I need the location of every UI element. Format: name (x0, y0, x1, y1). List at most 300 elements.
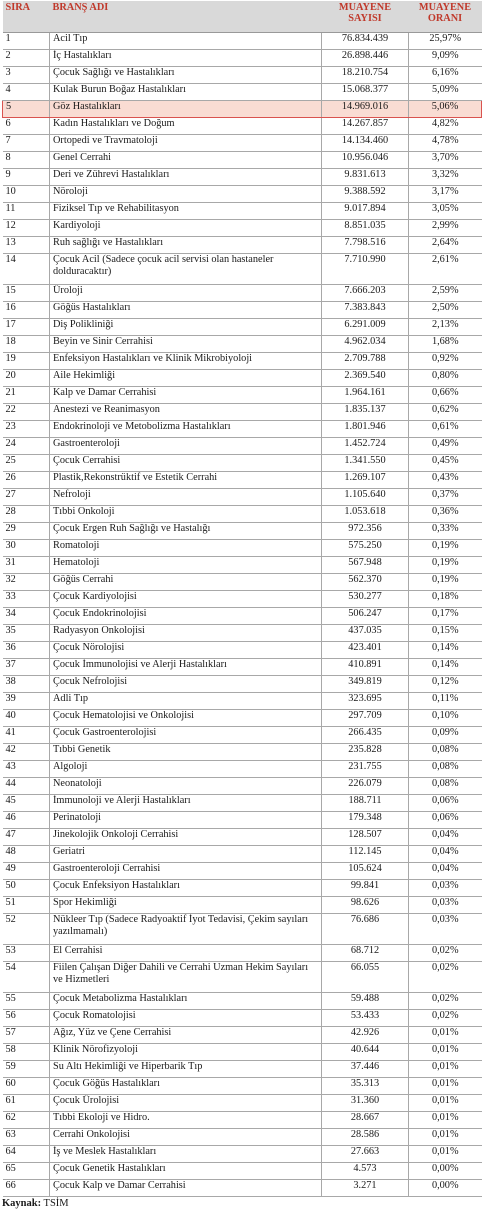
cell-sira: 31 (3, 557, 50, 574)
cell-brans: Çocuk Göğüs Hastalıkları (50, 1078, 322, 1095)
cell-sira: 62 (3, 1112, 50, 1129)
cell-sayi: 972.356 (322, 523, 409, 540)
table-row (3, 50, 482, 67)
table-row (3, 220, 482, 237)
cell-sayi: 37.446 (322, 1061, 409, 1078)
table-row (3, 744, 482, 761)
cell-sira: 25 (3, 455, 50, 472)
table-row (3, 1044, 482, 1061)
cell-sayi: 7.798.516 (322, 237, 409, 254)
cell-sayi: 76.686 (322, 914, 409, 945)
table-row (3, 676, 482, 693)
cell-sayi: 9.017.894 (322, 203, 409, 220)
table-row (3, 186, 482, 203)
cell-brans: Anestezi ve Reanimasyon (50, 404, 322, 421)
cell-sayi: 105.624 (322, 863, 409, 880)
cell-brans: Çocuk Kardiyolojisi (50, 591, 322, 608)
cell-sayi: 179.348 (322, 812, 409, 829)
cell-oran: 0,03% (409, 914, 482, 945)
cell-brans: Göz Hastalıkları (50, 101, 322, 118)
cell-sira: 30 (3, 540, 50, 557)
cell-oran: 0,49% (409, 438, 482, 455)
cell-oran: 2,59% (409, 285, 482, 302)
cell-brans: İç Hastalıkları (50, 50, 322, 67)
cell-brans: Kulak Burun Boğaz Hastalıkları (50, 84, 322, 101)
cell-oran: 2,64% (409, 237, 482, 254)
cell-oran: 3,70% (409, 152, 482, 169)
cell-brans: Geriatri (50, 846, 322, 863)
table-row (3, 84, 482, 101)
cell-sira: 33 (3, 591, 50, 608)
cell-brans: Gastroenteroloji Cerrahisi (50, 863, 322, 880)
cell-brans: Diş Polikliniği (50, 319, 322, 336)
cell-oran: 0,01% (409, 1044, 482, 1061)
cell-sayi: 323.695 (322, 693, 409, 710)
cell-sira: 46 (3, 812, 50, 829)
cell-oran: 3,17% (409, 186, 482, 203)
cell-brans: Adli Tıp (50, 693, 322, 710)
cell-oran: 0,01% (409, 1078, 482, 1095)
table-row (3, 118, 482, 135)
table-row (3, 1078, 482, 1095)
cell-sira: 47 (3, 829, 50, 846)
cell-oran: 0,33% (409, 523, 482, 540)
cell-sayi: 28.667 (322, 1112, 409, 1129)
cell-sayi: 7.710.990 (322, 254, 409, 285)
cell-oran: 0,08% (409, 761, 482, 778)
cell-sira: 14 (3, 254, 50, 285)
table-row (3, 557, 482, 574)
cell-brans: Gastroenteroloji (50, 438, 322, 455)
cell-oran: 0,01% (409, 1129, 482, 1146)
cell-sira: 63 (3, 1129, 50, 1146)
cell-sira: 2 (3, 50, 50, 67)
cell-sayi: 42.926 (322, 1027, 409, 1044)
cell-oran: 0,02% (409, 993, 482, 1010)
table-row (3, 404, 482, 421)
cell-sira: 27 (3, 489, 50, 506)
cell-sayi: 66.055 (322, 962, 409, 993)
cell-sira: 21 (3, 387, 50, 404)
table-row (3, 540, 482, 557)
cell-oran: 0,19% (409, 540, 482, 557)
cell-oran: 2,50% (409, 302, 482, 319)
cell-oran: 0,04% (409, 829, 482, 846)
table-row (3, 812, 482, 829)
table-row (3, 33, 482, 50)
cell-sira: 55 (3, 993, 50, 1010)
cell-oran: 0,11% (409, 693, 482, 710)
cell-sira: 36 (3, 642, 50, 659)
cell-sira: 54 (3, 962, 50, 993)
cell-oran: 0,01% (409, 1095, 482, 1112)
exam-stats-table (2, 1, 482, 1197)
cell-sayi: 4.573 (322, 1163, 409, 1180)
cell-brans: Üroloji (50, 285, 322, 302)
cell-sayi: 1.801.946 (322, 421, 409, 438)
cell-sayi: 4.962.034 (322, 336, 409, 353)
cell-brans: Plastik,Rekonstrüktif ve Estetik Cerrahi (50, 472, 322, 489)
cell-brans: Göğüs Hastalıkları (50, 302, 322, 319)
cell-brans: Çocuk Ürolojisi (50, 1095, 322, 1112)
cell-brans: Çocuk Ergen Ruh Sağlığı ve Hastalığı (50, 523, 322, 540)
cell-sayi: 40.644 (322, 1044, 409, 1061)
cell-sayi: 14.267.857 (322, 118, 409, 135)
table-row (3, 642, 482, 659)
cell-sayi: 14.969.016 (322, 101, 409, 118)
cell-brans: El Cerrahisi (50, 945, 322, 962)
cell-sayi: 2.369.540 (322, 370, 409, 387)
cell-sayi: 235.828 (322, 744, 409, 761)
table-row (3, 135, 482, 152)
cell-sira: 51 (3, 897, 50, 914)
table-row (3, 506, 482, 523)
cell-brans: Radyasyon Onkolojisi (50, 625, 322, 642)
table-row (3, 829, 482, 846)
cell-brans: Çocuk Hematolojisi ve Onkolojisi (50, 710, 322, 727)
table-row (3, 336, 482, 353)
cell-oran: 4,82% (409, 118, 482, 135)
cell-brans: Çocuk Sağlığı ve Hastalıkları (50, 67, 322, 84)
table-row (3, 608, 482, 625)
source-value: TSİM (43, 1198, 69, 1209)
source-label: Kaynak: (2, 1198, 42, 1209)
cell-sira: 3 (3, 67, 50, 84)
cell-oran: 0,02% (409, 945, 482, 962)
cell-sayi: 437.035 (322, 625, 409, 642)
cell-sira: 11 (3, 203, 50, 220)
table-row (3, 387, 482, 404)
cell-sayi: 68.712 (322, 945, 409, 962)
cell-sira: 65 (3, 1163, 50, 1180)
cell-sayi: 14.134.460 (322, 135, 409, 152)
cell-sira: 39 (3, 693, 50, 710)
cell-sira: 19 (3, 353, 50, 370)
cell-brans: Nöroloji (50, 186, 322, 203)
cell-sira: 44 (3, 778, 50, 795)
cell-oran: 0,08% (409, 778, 482, 795)
table-row (3, 1146, 482, 1163)
cell-oran: 0,15% (409, 625, 482, 642)
cell-sayi: 128.507 (322, 829, 409, 846)
table-row (3, 880, 482, 897)
cell-oran: 1,68% (409, 336, 482, 353)
cell-sayi: 7.666.203 (322, 285, 409, 302)
cell-brans: Su Altı Hekimliği ve Hiperbarik Tıp (50, 1061, 322, 1078)
table-row (3, 421, 482, 438)
cell-oran: 0,37% (409, 489, 482, 506)
cell-sira: 26 (3, 472, 50, 489)
cell-sayi: 423.401 (322, 642, 409, 659)
cell-brans: Nükleer Tıp (Sadece Radyoaktif İyot Tedavisi, Çekim sayıları yazılmamalı) (50, 914, 322, 945)
cell-oran: 0,18% (409, 591, 482, 608)
cell-oran: 9,09% (409, 50, 482, 67)
cell-brans: Romatoloji (50, 540, 322, 557)
cell-sira: 59 (3, 1061, 50, 1078)
cell-sira: 28 (3, 506, 50, 523)
cell-brans: Çocuk Cerrahisi (50, 455, 322, 472)
cell-brans: Ağız, Yüz ve Çene Cerrahisi (50, 1027, 322, 1044)
table-row (3, 659, 482, 676)
cell-sira: 49 (3, 863, 50, 880)
cell-sayi: 1.105.640 (322, 489, 409, 506)
table-row (3, 591, 482, 608)
cell-brans: Çocuk Endokrinolojisi (50, 608, 322, 625)
cell-brans: Çocuk Gastroenterolojisi (50, 727, 322, 744)
cell-sira: 4 (3, 84, 50, 101)
cell-oran: 3,05% (409, 203, 482, 220)
cell-sayi: 188.711 (322, 795, 409, 812)
cell-brans: Ruh sağlığı ve Hastalıkları (50, 237, 322, 254)
cell-oran: 0,04% (409, 863, 482, 880)
cell-sira: 61 (3, 1095, 50, 1112)
cell-brans: Çocuk Nörolojisi (50, 642, 322, 659)
table-row (3, 523, 482, 540)
cell-sayi: 35.313 (322, 1078, 409, 1095)
cell-sayi: 59.488 (322, 993, 409, 1010)
cell-sira: 7 (3, 135, 50, 152)
table-row (3, 169, 482, 186)
cell-oran: 0,92% (409, 353, 482, 370)
table-row (3, 489, 482, 506)
cell-brans: Çocuk İmmunolojisi ve Alerji Hastalıkları (50, 659, 322, 676)
table-row (3, 1112, 482, 1129)
cell-sayi: 18.210.754 (322, 67, 409, 84)
header-sayi: MUAYENE SAYISI (322, 1, 409, 33)
cell-sayi: 8.851.035 (322, 220, 409, 237)
table-row (3, 67, 482, 84)
cell-sayi: 7.383.843 (322, 302, 409, 319)
cell-brans: Kalp ve Damar Cerrahisi (50, 387, 322, 404)
cell-sira: 17 (3, 319, 50, 336)
cell-oran: 0,03% (409, 880, 482, 897)
cell-oran: 2,13% (409, 319, 482, 336)
cell-sira: 56 (3, 1010, 50, 1027)
cell-sayi: 1.964.161 (322, 387, 409, 404)
cell-brans: Algoloji (50, 761, 322, 778)
cell-oran: 0,02% (409, 1010, 482, 1027)
cell-sira: 48 (3, 846, 50, 863)
cell-oran: 4,78% (409, 135, 482, 152)
cell-sayi: 506.247 (322, 608, 409, 625)
cell-oran: 3,32% (409, 169, 482, 186)
cell-oran: 0,08% (409, 744, 482, 761)
cell-brans: Perinatoloji (50, 812, 322, 829)
cell-sayi: 231.755 (322, 761, 409, 778)
table-body (3, 33, 482, 1197)
cell-oran: 0,06% (409, 812, 482, 829)
cell-brans: Hematoloji (50, 557, 322, 574)
cell-sira: 16 (3, 302, 50, 319)
table-row (3, 353, 482, 370)
cell-sira: 58 (3, 1044, 50, 1061)
cell-oran: 2,99% (409, 220, 482, 237)
cell-oran: 0,03% (409, 897, 482, 914)
cell-sira: 52 (3, 914, 50, 945)
cell-sira: 35 (3, 625, 50, 642)
table-row (3, 1010, 482, 1027)
cell-brans: Çocuk Enfeksiyon Hastalıkları (50, 880, 322, 897)
cell-sayi: 2.709.788 (322, 353, 409, 370)
cell-oran: 6,16% (409, 67, 482, 84)
cell-sayi: 15.068.377 (322, 84, 409, 101)
cell-oran: 0,14% (409, 642, 482, 659)
cell-brans: Çocuk Metabolizma Hastalıkları (50, 993, 322, 1010)
cell-sayi: 31.360 (322, 1095, 409, 1112)
table-row (3, 285, 482, 302)
table-row (3, 438, 482, 455)
header-oran: MUAYENE ORANI (409, 1, 482, 33)
cell-sayi: 297.709 (322, 710, 409, 727)
table-row (3, 237, 482, 254)
cell-sayi: 1.269.107 (322, 472, 409, 489)
cell-brans: Nefroloji (50, 489, 322, 506)
table-row (3, 945, 482, 962)
cell-brans: Genel Cerrahi (50, 152, 322, 169)
cell-oran: 5,09% (409, 84, 482, 101)
table-row (3, 1027, 482, 1044)
cell-brans: Aile Hekimliği (50, 370, 322, 387)
cell-sayi: 1.835.137 (322, 404, 409, 421)
table-row (3, 455, 482, 472)
cell-brans: İmmunoloji ve Alerji Hastalıkları (50, 795, 322, 812)
cell-sayi: 9.831.613 (322, 169, 409, 186)
table-row (3, 914, 482, 945)
cell-oran: 0,01% (409, 1061, 482, 1078)
cell-sira: 23 (3, 421, 50, 438)
cell-sira: 8 (3, 152, 50, 169)
cell-sira: 15 (3, 285, 50, 302)
cell-brans: Acil Tıp (50, 33, 322, 50)
cell-sira: 64 (3, 1146, 50, 1163)
cell-sayi: 410.891 (322, 659, 409, 676)
cell-oran: 0,00% (409, 1180, 482, 1197)
table-row (3, 863, 482, 880)
cell-sayi: 53.433 (322, 1010, 409, 1027)
cell-oran: 0,00% (409, 1163, 482, 1180)
table-row (3, 778, 482, 795)
cell-brans: Fiilen Çalışan Diğer Dahili ve Cerrahi Uzman Hekim Sayıları ve Hizmetleri (50, 962, 322, 993)
cell-brans: Cerrahi Onkolojisi (50, 1129, 322, 1146)
table-row (3, 574, 482, 591)
cell-sira: 38 (3, 676, 50, 693)
cell-sira: 57 (3, 1027, 50, 1044)
table-header-row (3, 1, 482, 33)
cell-sayi: 349.819 (322, 676, 409, 693)
cell-brans: Endokrinoloji ve Metobolizma Hastalıkları (50, 421, 322, 438)
cell-oran: 0,80% (409, 370, 482, 387)
cell-sira: 5 (3, 101, 50, 118)
cell-brans: Enfeksiyon Hastalıkları ve Klinik Mikrobiyoloji (50, 353, 322, 370)
cell-sira: 18 (3, 336, 50, 353)
cell-oran: 0,19% (409, 557, 482, 574)
cell-brans: Kadın Hastalıkları ve Doğum (50, 118, 322, 135)
table-row (3, 727, 482, 744)
cell-sira: 50 (3, 880, 50, 897)
table-row (3, 795, 482, 812)
table-row (3, 203, 482, 220)
cell-brans: Jinekolojik Onkoloji Cerrahisi (50, 829, 322, 846)
table-row (3, 101, 482, 118)
cell-oran: 0,43% (409, 472, 482, 489)
cell-oran: 0,14% (409, 659, 482, 676)
cell-brans: Çocuk Kalp ve Damar Cerrahisi (50, 1180, 322, 1197)
cell-sayi: 9.388.592 (322, 186, 409, 203)
cell-sira: 9 (3, 169, 50, 186)
table-row (3, 993, 482, 1010)
cell-oran: 0,06% (409, 795, 482, 812)
cell-oran: 0,45% (409, 455, 482, 472)
header-sira: SIRA (3, 1, 50, 33)
cell-sayi: 27.663 (322, 1146, 409, 1163)
cell-brans: Tıbbi Ekoloji ve Hidro. (50, 1112, 322, 1129)
cell-brans: Klinik Nörofizyoloji (50, 1044, 322, 1061)
cell-oran: 2,61% (409, 254, 482, 285)
cell-sayi: 99.841 (322, 880, 409, 897)
cell-oran: 0,01% (409, 1027, 482, 1044)
cell-sayi: 1.053.618 (322, 506, 409, 523)
cell-sira: 12 (3, 220, 50, 237)
cell-oran: 5,06% (409, 101, 482, 118)
cell-sira: 1 (3, 33, 50, 50)
cell-sira: 24 (3, 438, 50, 455)
cell-sira: 13 (3, 237, 50, 254)
cell-sira: 29 (3, 523, 50, 540)
cell-sira: 6 (3, 118, 50, 135)
table-row (3, 962, 482, 993)
table-row (3, 693, 482, 710)
cell-sira: 22 (3, 404, 50, 421)
cell-sira: 37 (3, 659, 50, 676)
cell-oran: 0,19% (409, 574, 482, 591)
cell-sira: 66 (3, 1180, 50, 1197)
cell-brans: Deri ve Zührevi Hastalıkları (50, 169, 322, 186)
table-row (3, 710, 482, 727)
cell-brans: Çocuk Genetik Hastalıkları (50, 1163, 322, 1180)
header-brans: BRANŞ ADI (50, 1, 322, 33)
cell-sayi: 530.277 (322, 591, 409, 608)
cell-sayi: 575.250 (322, 540, 409, 557)
cell-brans: Ortopedi ve Travmatoloji (50, 135, 322, 152)
cell-brans: Tıbbi Onkoloji (50, 506, 322, 523)
cell-brans: Çocuk Nefrolojisi (50, 676, 322, 693)
cell-sira: 10 (3, 186, 50, 203)
cell-oran: 0,62% (409, 404, 482, 421)
cell-sayi: 562.370 (322, 574, 409, 591)
table-row (3, 152, 482, 169)
cell-oran: 0,04% (409, 846, 482, 863)
cell-sayi: 1.341.550 (322, 455, 409, 472)
table-row (3, 897, 482, 914)
cell-brans: İş ve Meslek Hastalıkları (50, 1146, 322, 1163)
table-row (3, 625, 482, 642)
cell-brans: Kardiyoloji (50, 220, 322, 237)
cell-sayi: 1.452.724 (322, 438, 409, 455)
cell-sayi: 10.956.046 (322, 152, 409, 169)
table-row (3, 302, 482, 319)
cell-sayi: 28.586 (322, 1129, 409, 1146)
cell-oran: 0,66% (409, 387, 482, 404)
cell-brans: Çocuk Romatolojisi (50, 1010, 322, 1027)
cell-sira: 32 (3, 574, 50, 591)
table-row (3, 846, 482, 863)
cell-oran: 0,61% (409, 421, 482, 438)
cell-sayi: 6.291.009 (322, 319, 409, 336)
table-row (3, 1061, 482, 1078)
table-row (3, 472, 482, 489)
cell-sayi: 3.271 (322, 1180, 409, 1197)
cell-oran: 0,10% (409, 710, 482, 727)
